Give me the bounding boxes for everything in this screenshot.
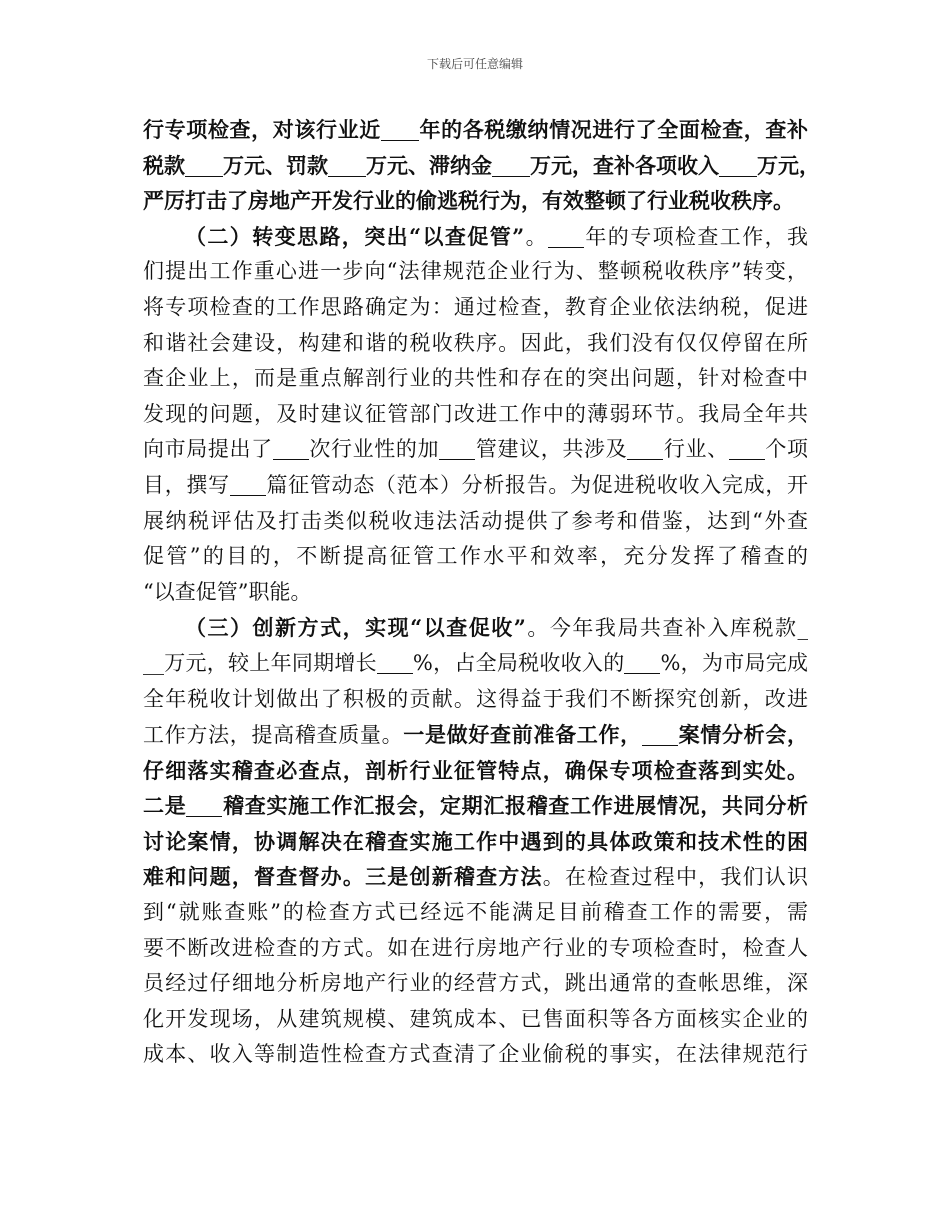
text-segment: 要不断改进检查的方式。如在进行房地产行业的专项检查时，检查人 <box>143 935 808 960</box>
fill-in-blank <box>492 154 530 177</box>
text-line <box>143 788 808 824</box>
text-line <box>143 824 808 860</box>
text-line <box>143 859 808 895</box>
fill-in-blank <box>624 651 660 674</box>
fill-in-blank <box>186 794 222 817</box>
bold-text-segment: 万元， <box>757 152 820 178</box>
document-body <box>143 112 820 1073</box>
text-line <box>143 1002 808 1038</box>
fill-in-blank <box>439 437 475 460</box>
text-line <box>143 539 808 575</box>
text-segment: 。在检查过程中，我们认识 <box>542 865 809 890</box>
text-segment: 向市局提出了 <box>143 437 273 462</box>
text-segment: 发现的问题，及时建议征管部门改进工作中的薄弱环节。我局全年共 <box>143 401 808 426</box>
text-line <box>143 753 808 789</box>
text-segment: 和谐社会建设，构建和谐的税收秩序。因此，我们没有仅仅停留在所 <box>143 330 808 355</box>
text-line <box>143 468 808 504</box>
page-header: 下载后可任意编辑 <box>426 57 523 71</box>
text-segment: 个项 <box>764 437 809 462</box>
text-line <box>143 326 808 362</box>
text-segment: 促管”的目的，不断提高征管工作水平和效率，充分发挥了稽查的 <box>143 544 808 569</box>
fill-in-blank <box>548 225 584 248</box>
bold-text-segment: 一是做好查前准备工作， <box>403 722 642 748</box>
text-line <box>143 112 808 148</box>
bold-text-segment: 难和问题，督查督办。三是创新稽查方法 <box>143 864 543 890</box>
text-segment: “以查促管”职能。 <box>143 579 312 604</box>
bold-text-segment: 严厉打击了房地产开发行业的偷逃税行为，有效整顿了行业税收秩序。 <box>143 188 794 214</box>
bold-text-segment: （二）转变思路，突出“以查促管” <box>185 223 525 249</box>
text-line <box>143 183 808 219</box>
text-segment: 们提出工作重心进一步向“法律规范企业行为、整顿税收秩序”转变， <box>143 259 808 284</box>
text-segment: 行业、 <box>663 437 729 462</box>
text-line <box>143 575 808 611</box>
fill-in-blank <box>381 118 419 141</box>
bold-text-segment: 年的各税缴纳情况进行了全面检查，查补 <box>418 117 808 142</box>
text-line <box>143 1037 808 1073</box>
bold-text-segment: 万元、罚款 <box>223 152 328 178</box>
text-segment: 管建议，共涉及 <box>475 437 628 462</box>
text-segment: 成本、收入等制造性检查方式查清了企业偷税的事实，在法律规范行 <box>143 1042 808 1067</box>
text-segment: %，占全局税收收入的 <box>412 650 625 675</box>
bold-text-segment: 税款 <box>143 152 185 178</box>
text-segment: 。 <box>524 224 548 249</box>
text-line <box>143 931 808 967</box>
text-segment: 目，撰写 <box>143 472 230 497</box>
bold-text-segment: 稽查实施工作汇报会，定期汇报稽查工作进展情况，共同分析 <box>222 793 809 819</box>
fill-in-blank <box>185 154 223 177</box>
fill-in-blank <box>719 154 757 177</box>
text-segment: 到“就账查账”的检查方式已经远不能满足目前稽查工作的需要，需 <box>143 900 808 925</box>
bold-text-segment: 行专项检查，对该行业近 <box>143 117 381 142</box>
text-segment: 次行业性的加 <box>308 437 440 462</box>
fill-in-blank <box>729 437 765 460</box>
text-segment: 。今年我局共查补入库税款_ <box>525 616 808 641</box>
text-line <box>143 682 808 718</box>
bold-text-segment: 讨论案情，协调解决在稽查实施工作中遇到的具体政策和技术性的困 <box>143 828 808 854</box>
text-segment: 工作方法，提高稽查质量。 <box>143 723 404 748</box>
text-line <box>143 610 808 646</box>
text-segment: 将专项检查的工作思路确定为：通过检查，教育企业依法纳税，促进 <box>143 294 808 319</box>
text-segment: 年的专项检查工作，我 <box>584 224 809 249</box>
text-line <box>143 717 808 753</box>
text-segment: 展纳税评估及打击类似税收违法活动提供了参考和借鉴，达到“外查 <box>143 508 808 533</box>
bold-text-segment: 二是 <box>143 793 187 819</box>
text-line <box>143 254 808 290</box>
text-line <box>143 646 808 682</box>
text-line <box>143 219 808 255</box>
text-segment: __万元，较上年同期增长 <box>143 650 377 675</box>
text-line <box>143 966 808 1002</box>
fill-in-blank <box>642 723 678 746</box>
text-line <box>143 290 808 326</box>
text-segment: 化开发现场，从建筑规模、建筑成本、已售面积等各方面核实企业的 <box>143 1006 808 1031</box>
text-segment: 全年税收计划做出了积极的贡献。这得益于我们不断探究创新，改进 <box>143 686 808 711</box>
fill-in-blank <box>230 473 266 496</box>
bold-text-segment: 万元，查补各项收入 <box>530 152 719 178</box>
fill-in-blank <box>328 154 366 177</box>
text-line <box>143 895 808 931</box>
text-line <box>143 148 820 184</box>
text-segment: %，为市局完成 <box>660 650 808 675</box>
bold-text-segment: 万元、滞纳金 <box>366 152 492 178</box>
fill-in-blank <box>377 651 413 674</box>
text-segment: 查企业上，而是重点解剖行业的共性和存在的突出问题，针对检查中 <box>143 366 808 391</box>
text-segment: 员经过仔细地分析房地产行业的经营方式，跳出通常的查帐思维，深 <box>143 971 808 996</box>
text-line <box>143 397 808 433</box>
bold-text-segment: （三）创新方式，实现“以查促收” <box>185 615 526 641</box>
text-line <box>143 361 808 397</box>
fill-in-blank <box>273 437 309 460</box>
bold-text-segment: 仔细落实稽查必查点，剖析行业征管特点，确保专项检查落到实处。 <box>143 757 808 783</box>
fill-in-blank <box>627 437 663 460</box>
text-line <box>143 504 808 540</box>
text-line <box>143 432 808 468</box>
bold-text-segment: 案情分析会， <box>677 722 809 748</box>
text-segment: 篇征管动态（范本）分析报告。为促进税收收入完成，开 <box>265 472 809 497</box>
